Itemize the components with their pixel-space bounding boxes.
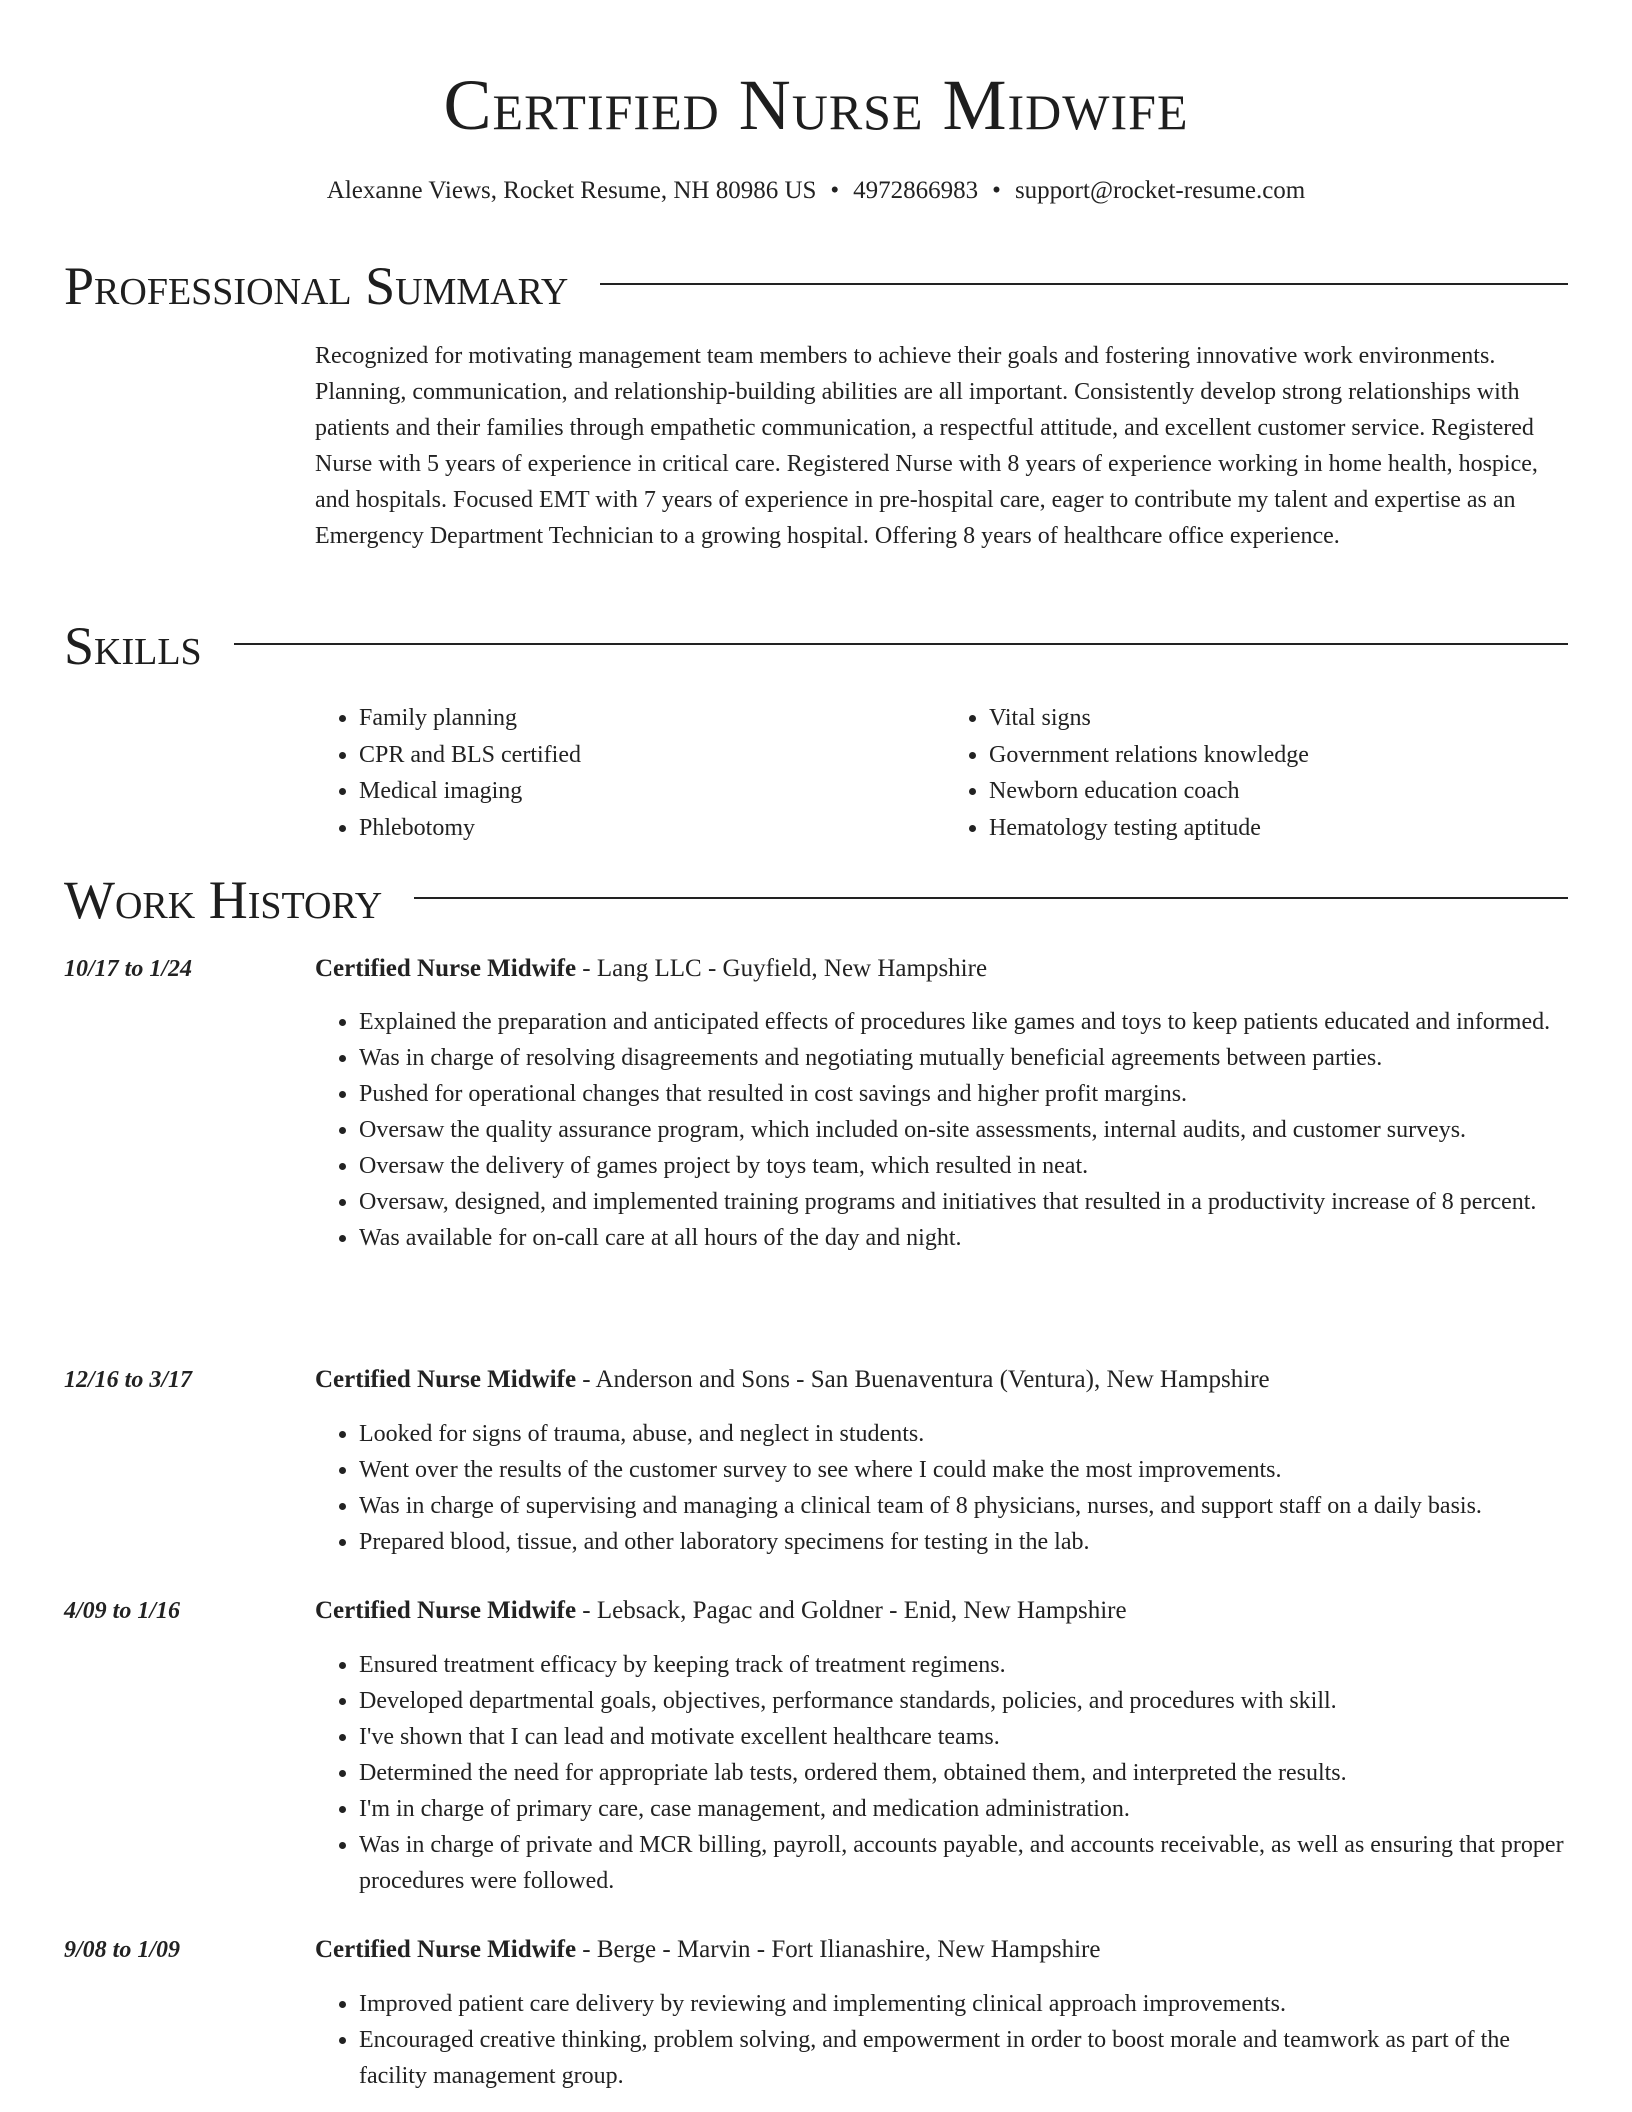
duty-item: • Ensured treatment efficacy by keeping track of treatment regimens. [359,1647,1568,1683]
contact-address: Alexanne Views, Rocket Resume, NH 80986 US [326,177,817,204]
candidate-name: Certified Nurse Midwife [443,65,1189,145]
duty-item: • Prepared blood, tissue, and other laboratory specimens for testing in the lab. [359,1524,1568,1560]
duty-item: • Developed departmental goals, objectives, performance standards, policies, and procedures with skill. [359,1683,1568,1719]
duty-item: • Oversaw, designed, and implemented training programs and initiatives that resulted in a productivity increase of 8 percent. [359,1184,1568,1220]
job-employer: - Anderson and Sons - San Buenaventura (Ventura), New Hampshire [576,1366,1270,1393]
skill-item: • Family planning [359,700,945,737]
job-heading [315,951,987,987]
skill-item: • Hematology testing aptitude [989,810,1575,847]
job-duties [315,1416,1568,1560]
contact-separator: • [992,177,1001,204]
contact-phone: 4972866983 [853,177,979,204]
skills-grid [315,700,1575,846]
job-duties [315,1004,1568,1256]
job-dates: 10/17 to 1/24 [64,956,193,982]
skills-column-right [945,700,1575,846]
summary-text: Recognized for motivating management team members to achieve their goals and fostering innovative work environments. Planning, communication, and relationship-building abilities are all important. Consistently develop strong relationships with patients and their families through empathetic communication, a respectful attitude, and excellent customer service. Registered Nurse with 5 years of experience in critical care. Registered Nurse with 8 years of experience working in home health, hospice, and hospitals. Focused EMT with 7 years of experience in pre-hospital care, eager to contribute my talent and expertise as an Emergency Department Technician to a growing hospital. Offering 8 years of healthcare office experience. [315,343,1538,549]
section-divider [234,643,1568,645]
job-heading [315,1932,1100,1968]
duty-item: • Was in charge of supervising and managing a clinical team of 8 physicians, nurses, and support staff on a daily basis. [359,1488,1568,1524]
duty-item: • I've shown that I can lead and motivate excellent healthcare teams. [359,1719,1568,1755]
duty-item: • Pushed for operational changes that resulted in cost savings and higher profit margins. [359,1076,1568,1112]
contact-email: support@rocket-resume.com [1014,177,1306,204]
contact-separator: • [830,177,840,204]
job-employer: - Berge - Marvin - Fort Ilianashire, New Hampshire [576,1936,1101,1963]
job-role: Certified Nurse Midwife [315,955,577,982]
job-duties [315,1647,1568,1899]
duty-item: • Determined the need for appropriate lab tests, ordered them, obtained them, and interpreted the results. [359,1755,1568,1791]
job-employer: - Lebsack, Pagac and Goldner - Enid, New Hampshire [576,1597,1127,1624]
skill-item: • Government relations knowledge [989,737,1575,774]
section-divider [600,283,1568,285]
duty-item: • Explained the preparation and anticipated effects of procedures like games and toys to keep patients educated and informed. [359,1004,1568,1040]
job-duties [315,1986,1568,2094]
job-role: Certified Nurse Midwife [315,1366,577,1393]
summary-section-heading [64,254,1568,318]
work-section-heading [64,868,1568,932]
duty-item: • Oversaw the quality assurance program, which included on-site assessments, internal audits, and customer surveys. [359,1112,1568,1148]
job-dates: 4/09 to 1/16 [64,1598,181,1624]
skills-column-left [315,700,945,846]
duty-item: • Went over the results of the customer survey to see where I could make the most improvements. [359,1452,1568,1488]
duty-item: • Was available for on-call care at all hours of the day and night. [359,1220,1568,1256]
duty-item: • Looked for signs of trauma, abuse, and neglect in students. [359,1416,1568,1452]
duty-item: • I'm in charge of primary care, case management, and medication administration. [359,1791,1568,1827]
job-heading [315,1593,1127,1629]
job-dates: 12/16 to 3/17 [64,1367,193,1393]
duty-item: • Improved patient care delivery by reviewing and implementing clinical approach improvements. [359,1986,1568,2022]
section-divider [414,897,1568,899]
job-role: Certified Nurse Midwife [315,1936,577,1963]
duty-item: • Encouraged creative thinking, problem solving, and empowerment in order to boost morale and teamwork as part of the facility management group. [359,2022,1568,2094]
skill-item: • Medical imaging [359,773,945,810]
skills-title: Skills [64,616,202,676]
duty-item: • Was in charge of resolving disagreements and negotiating mutually beneficial agreements between parties. [359,1040,1568,1076]
skills-section-heading [64,614,1568,678]
job-role: Certified Nurse Midwife [315,1597,577,1624]
job-dates: 9/08 to 1/09 [64,1937,181,1963]
summary-title: Professional Summary [64,256,569,316]
skill-item: • CPR and BLS certified [359,737,945,774]
skill-item: • Phlebotomy [359,810,945,847]
job-heading [315,1362,1270,1398]
duty-item: • Oversaw the delivery of games project by toys team, which resulted in neat. [359,1148,1568,1184]
work-title: Work History [64,870,383,930]
job-employer: - Lang LLC - Guyfield, New Hampshire [576,955,988,982]
skill-item: • Vital signs [989,700,1575,737]
duty-item: • Was in charge of private and MCR billing, payroll, accounts payable, and accounts receivable, as well as ensuring that proper procedures were followed. [359,1827,1568,1899]
contact-line [0,175,1632,207]
skill-item: • Newborn education coach [989,773,1575,810]
